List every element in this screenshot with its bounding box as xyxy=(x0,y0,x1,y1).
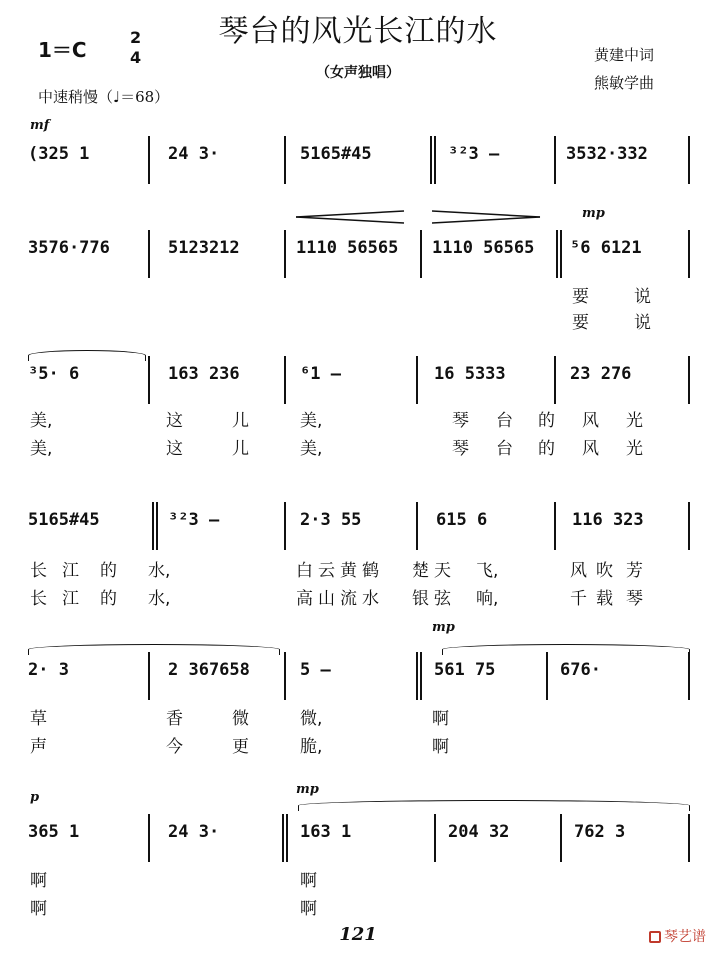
barline xyxy=(148,356,150,404)
slur xyxy=(442,644,690,655)
barline-repeat xyxy=(282,814,288,862)
measure-2-3: 1110 56565 xyxy=(296,238,399,258)
measure-6-4: 204 32 xyxy=(448,822,510,842)
lyric: 台 xyxy=(496,411,513,431)
lyrics-system-5 xyxy=(0,704,716,757)
lyric: 的 xyxy=(538,411,555,431)
measure-1-1: (325 1 xyxy=(28,144,90,164)
barline xyxy=(284,136,286,184)
barline xyxy=(420,230,422,278)
lyric: 要 xyxy=(572,313,589,333)
lyric: 风 xyxy=(582,439,599,459)
lyric: 天 xyxy=(434,561,451,581)
lyric: 银 xyxy=(412,589,429,609)
lyric: 琴 xyxy=(452,411,469,431)
measure-5-4: 561 75 xyxy=(434,660,496,680)
lyric: 啊 xyxy=(30,871,47,891)
lyric: 响, xyxy=(476,589,499,609)
lyric: 山 xyxy=(318,589,335,609)
barline xyxy=(688,136,690,184)
time-bottom: 4 xyxy=(130,48,142,67)
lyric: 光 xyxy=(626,411,643,431)
lyric: 说 xyxy=(634,313,651,333)
lyric: 黄 xyxy=(340,561,357,581)
lyric: 更 xyxy=(232,737,249,757)
lyric: 琴 xyxy=(626,589,643,609)
measure-3-4: 16 5333 xyxy=(434,364,506,384)
lyric: 这 xyxy=(166,411,183,431)
lyric: 千 xyxy=(570,589,587,609)
tie xyxy=(28,644,280,655)
measure-1-4: ³²3 – xyxy=(448,144,500,164)
logo-icon xyxy=(649,931,661,943)
lyric: 的 xyxy=(100,561,117,581)
barline xyxy=(148,230,150,278)
system-6 xyxy=(24,814,692,862)
lyric: 飞, xyxy=(476,561,499,581)
lyric: 要 xyxy=(572,287,589,307)
lyric: 江 xyxy=(62,561,79,581)
measure-5-1: 2· 3 xyxy=(28,660,69,680)
site-logo[interactable] xyxy=(649,926,706,946)
barline xyxy=(688,652,690,700)
lyric: 啊 xyxy=(432,709,449,729)
measure-5-2: 2 367658 xyxy=(168,660,250,680)
lyric: 云 xyxy=(318,561,335,581)
lyric: 这 xyxy=(166,439,183,459)
lyric: 美, xyxy=(30,439,53,459)
lyric: 说 xyxy=(634,287,651,307)
barline xyxy=(416,502,418,550)
lyricist: 黄建中词 xyxy=(594,46,655,64)
measure-2-4: 1110 56565 xyxy=(432,238,535,258)
barline xyxy=(284,502,286,550)
lyric: 载 xyxy=(596,589,613,609)
measure-6-2: 24 3· xyxy=(168,822,220,842)
lyrics-system-6 xyxy=(0,866,716,919)
lyric: 楚 xyxy=(412,561,429,581)
measure-2-1: 3576·776 xyxy=(28,238,110,258)
barline xyxy=(416,356,418,404)
barline xyxy=(554,356,556,404)
lyric: 儿 xyxy=(232,411,249,431)
lyric: 微 xyxy=(232,709,249,729)
lyrics-system-4 xyxy=(0,556,716,609)
barline-repeat xyxy=(430,136,436,184)
song-title: 琴台的风光长江的水 xyxy=(218,14,498,49)
barline xyxy=(554,136,556,184)
measure-4-2: ³²3 – xyxy=(168,510,220,530)
lyric: 的 xyxy=(100,589,117,609)
lyric: 啊 xyxy=(432,737,449,757)
lyric: 吹 xyxy=(596,561,613,581)
barline-repeat xyxy=(152,502,158,550)
lyric: 儿 xyxy=(232,439,249,459)
lyric: 啊 xyxy=(30,899,47,919)
lyric: 啊 xyxy=(300,871,317,891)
barline xyxy=(434,814,436,862)
logo-text: 琴艺谱 xyxy=(664,929,706,945)
lyric: 高 xyxy=(296,589,313,609)
lyric: 琴 xyxy=(452,439,469,459)
lyric: 美, xyxy=(300,411,323,431)
dynamic-mp: mp xyxy=(296,782,319,797)
measure-3-1: ³5· 6 xyxy=(28,364,80,384)
lyric: 江 xyxy=(62,589,79,609)
measure-4-5: 116 323 xyxy=(572,510,644,530)
crescendo-hairpin xyxy=(296,210,406,224)
lyric: 长 xyxy=(30,589,47,609)
barline-repeat xyxy=(416,652,422,700)
lyric: 声 xyxy=(30,737,47,757)
lyric: 美, xyxy=(300,439,323,459)
barline xyxy=(148,652,150,700)
measure-5-3: 5 – xyxy=(300,660,331,680)
barline xyxy=(688,356,690,404)
system-4 xyxy=(24,502,692,550)
barline xyxy=(546,652,548,700)
tempo-marking: 中速稍慢（♩＝68） xyxy=(38,88,170,106)
lyric: 芳 xyxy=(626,561,643,581)
measure-1-5: 3532·332 xyxy=(566,144,648,164)
system-3 xyxy=(24,356,692,404)
measure-3-3: ⁶1 – xyxy=(300,364,341,384)
measure-6-1: 365 1 xyxy=(28,822,80,842)
barline xyxy=(560,814,562,862)
barline xyxy=(148,814,150,862)
key-signature xyxy=(38,28,142,67)
barline xyxy=(284,652,286,700)
measure-6-3: 163 1 xyxy=(300,822,352,842)
lyric: 台 xyxy=(496,439,513,459)
system-1 xyxy=(24,136,692,184)
lyric: 的 xyxy=(538,439,555,459)
lyric: 白 xyxy=(296,561,313,581)
lyric: 啊 xyxy=(300,899,317,919)
lyric: 光 xyxy=(626,439,643,459)
measure-2-2: 5123212 xyxy=(168,238,240,258)
song-subtitle: （女声独唱） xyxy=(316,65,400,81)
barline xyxy=(554,502,556,550)
lyric: 今 xyxy=(166,737,183,757)
lyric: 弦 xyxy=(434,589,451,609)
lyric: 美, xyxy=(30,411,53,431)
dynamic-mp: mp xyxy=(432,620,455,635)
barline xyxy=(284,356,286,404)
barline xyxy=(688,230,690,278)
barline xyxy=(284,230,286,278)
decrescendo-hairpin xyxy=(432,210,542,224)
lyric: 长 xyxy=(30,561,47,581)
measure-3-2: 163 236 xyxy=(168,364,240,384)
system-5 xyxy=(24,652,692,700)
system-2 xyxy=(24,230,692,278)
measure-4-1: 5165#45 xyxy=(28,510,100,530)
slur xyxy=(298,800,690,811)
measure-2-5: ⁵6 6121 xyxy=(570,238,642,258)
dynamic-mf: mf xyxy=(30,118,50,133)
time-top: 2 xyxy=(130,28,142,47)
measure-4-3: 2·3 55 xyxy=(300,510,362,530)
lyric: 风 xyxy=(570,561,587,581)
dynamic-mp: mp xyxy=(582,206,605,221)
lyric: 鹤 xyxy=(362,561,379,581)
measure-6-5: 762 3 xyxy=(574,822,626,842)
measure-5-5: 676· xyxy=(560,660,601,680)
measure-1-2: 24 3· xyxy=(168,144,220,164)
lyric: 草 xyxy=(30,709,47,729)
barline-repeat xyxy=(556,230,562,278)
barline xyxy=(148,136,150,184)
measure-3-5: 23 276 xyxy=(570,364,632,384)
lyric: 水, xyxy=(148,589,171,609)
measure-4-4: 615 6 xyxy=(436,510,488,530)
lyrics-system-2 xyxy=(0,282,716,332)
barline xyxy=(688,814,690,862)
measure-1-3: 5165#45 xyxy=(300,144,372,164)
composer: 熊敏学曲 xyxy=(594,74,655,92)
key-text: 1＝C xyxy=(38,38,87,62)
barline xyxy=(688,502,690,550)
lyric: 香 xyxy=(166,709,183,729)
lyric: 水 xyxy=(362,589,379,609)
lyric: 脆, xyxy=(300,737,323,757)
lyric: 微, xyxy=(300,709,323,729)
tie xyxy=(28,350,146,361)
lyric: 风 xyxy=(582,411,599,431)
lyrics-system-3 xyxy=(0,406,716,459)
page-number: 121 xyxy=(339,924,377,945)
lyric: 水, xyxy=(148,561,171,581)
dynamic-p: p xyxy=(30,790,40,805)
lyric: 流 xyxy=(340,589,357,609)
